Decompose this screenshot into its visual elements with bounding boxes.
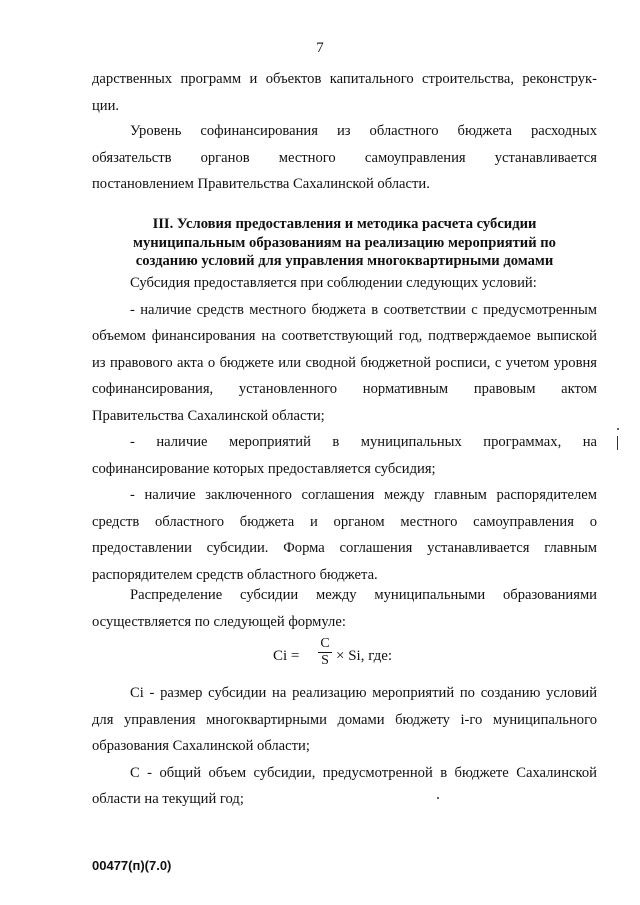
- page-number: 7: [316, 40, 324, 56]
- definition-c: C - общий объем субсидии, предусмотренной в бюджете Сахалинской области на текущий год;: [92, 764, 597, 807]
- formula-denominator: S: [321, 653, 329, 668]
- text-line: дарственных программ и объектов капитального строительства, реконструк-: [92, 71, 597, 87]
- distribution-intro: [92, 582, 597, 635]
- paragraph-text: Уровень софинансирования из областного бюджета расходных обязательств органов местного самоуправления устанавливается постановлением Правительства Сахалинской области.: [92, 123, 597, 192]
- heading-line: муниципальным образованиям на реализацию мероприятий по: [133, 234, 556, 251]
- definitions-block: [92, 680, 597, 813]
- scan-speck: [617, 428, 619, 430]
- formula-numerator: C: [318, 636, 332, 653]
- formula-fraction: [318, 636, 332, 669]
- scan-speck: [437, 797, 439, 799]
- formula-lhs: Ci =: [273, 648, 300, 664]
- section-heading: [92, 215, 597, 271]
- condition-item: - наличие заключенного соглашения между главным распорядителем средств областного бюджета и органом местного самоуправления о предоставлении субсидии. Форма соглашения устанавливается главным распорядителем средств областного бюджета.: [92, 487, 597, 583]
- definition-ci: Ci - размер субсидии на реализацию мероприятий по созданию условий для управления многоквартирными домами бюджету i-го муниципального образования Сахалинской области;: [92, 685, 597, 754]
- subsidy-formula: [0, 636, 640, 676]
- condition-item: - наличие мероприятий в муниципальных программах, на софинансирование которых предоставляется субсидия;: [92, 434, 597, 477]
- conditions-intro: Субсидия предоставляется при соблюдении следующих условий:: [130, 275, 537, 291]
- margin-mark: [617, 436, 620, 450]
- paragraph-continuation: [92, 66, 597, 119]
- conditions-block: [92, 270, 597, 588]
- heading-line: III. Условия предоставления и методика расчета субсидии: [152, 216, 537, 232]
- text-line: ции.: [92, 97, 120, 114]
- heading-line: созданию условий для управления многоквартирными домами: [135, 253, 554, 269]
- document-code: 00477(п)(7.0): [92, 858, 172, 873]
- condition-item: - наличие средств местного бюджета в соответствии с предусмотренным объемом финансирования на соответствующий год, подтверждаемое выпиской из правового акта о бюджете или сводной бюджетной росписи, с учетом уровня софинансирования, установленного нормативным правовым актом Правительства Сахалинской области;: [92, 301, 597, 424]
- paragraph-cofinancing: [92, 118, 597, 198]
- paragraph-text: Распределение субсидии между муниципальными образованиями осуществляется по следующей формуле:: [92, 587, 597, 630]
- formula-rhs: × Si, где:: [336, 648, 393, 664]
